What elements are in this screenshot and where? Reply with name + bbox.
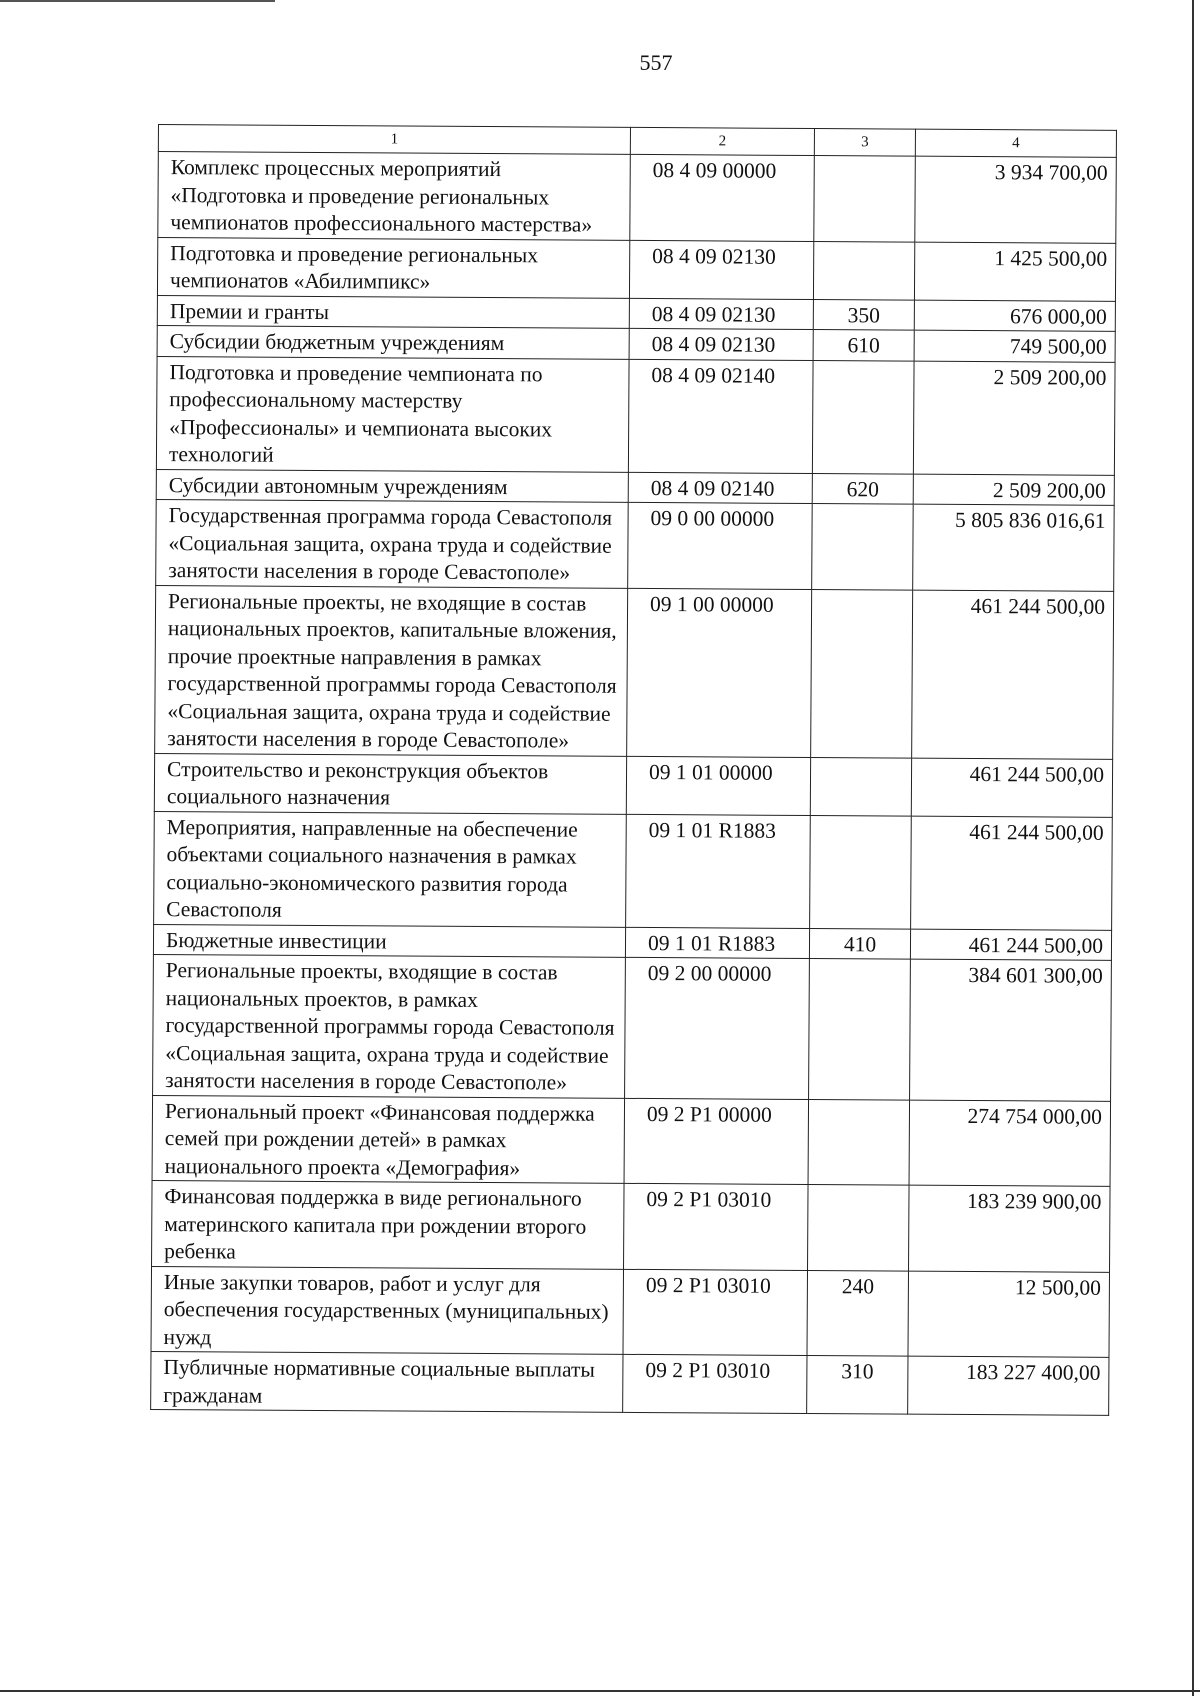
row-amount-cell: 461 244 500,00 (911, 758, 1112, 817)
row-code-cell: 09 1 00 00000 (627, 588, 812, 757)
row-amount-cell: 461 244 500,00 (912, 590, 1114, 759)
row-code-cell: 08 4 09 02140 (628, 359, 813, 473)
table-row (153, 954, 1112, 1100)
table-body (151, 125, 1117, 1416)
row-amount-cell: 274 754 000,00 (909, 1100, 1111, 1187)
row-name-cell: Подготовка и проведение региональных чемпионатов «Абилимпикс» (157, 237, 629, 298)
table-row (152, 1180, 1111, 1271)
table-row (158, 152, 1117, 243)
row-code-cell: 09 2 P1 03010 (624, 1183, 809, 1270)
row-type-cell (808, 1184, 910, 1270)
row-type-cell (810, 757, 911, 816)
row-amount-cell: 1 425 500,00 (914, 242, 1115, 301)
row-amount-cell: 3 934 700,00 (915, 156, 1117, 243)
table-row (151, 1266, 1110, 1357)
row-amount-cell: 183 227 400,00 (908, 1356, 1109, 1415)
row-amount-cell: 461 244 500,00 (911, 816, 1113, 930)
row-code-cell: 08 4 09 02140 (628, 472, 812, 504)
table-row (155, 585, 1114, 759)
row-name-cell: Бюджетные инвестиции (153, 924, 625, 957)
row-code-cell: 09 2 00 00000 (625, 957, 810, 1099)
row-type-cell: 240 (807, 1270, 909, 1356)
row-name-cell: Субсидии бюджетным учреждениям (157, 325, 629, 358)
row-name-cell: Премии и гранты (157, 295, 629, 328)
row-type-cell (809, 958, 911, 1099)
row-amount-cell: 183 239 900,00 (909, 1185, 1111, 1272)
row-type-cell (810, 815, 912, 929)
table-row (152, 1095, 1111, 1186)
row-code-cell: 08 4 09 02130 (629, 298, 813, 330)
row-name-cell: Комплекс процессных мероприятий «Подготовка и проведение региональных чемпионатов профессионального мастерства» (158, 152, 631, 240)
table-row (154, 811, 1113, 930)
row-code-cell: 09 2 P1 03010 (623, 1354, 807, 1413)
row-amount-cell: 5 805 836 016,61 (913, 504, 1115, 591)
row-amount-cell: 2 509 200,00 (913, 361, 1115, 475)
row-name-cell: Иные закупки товаров, работ и услуг для обеспечения государственных (муниципальных) нужд (151, 1266, 624, 1354)
row-code-cell: 09 0 00 00000 (628, 502, 813, 589)
scan-edge-top (0, 0, 275, 2)
row-code-cell: 09 2 P1 00000 (624, 1098, 809, 1185)
row-amount-cell: 461 244 500,00 (910, 929, 1111, 961)
row-type-cell: 350 (813, 299, 914, 330)
row-type-cell (814, 156, 916, 242)
row-code-cell: 09 1 01 R1883 (625, 927, 809, 959)
scan-edge-right (1192, 0, 1194, 1696)
row-type-cell (812, 360, 914, 474)
column-header-3: 3 (814, 129, 915, 157)
row-name-cell: Региональные проекты, не входящие в состав национальных проектов, капитальные вложения, прочие проектные направления в рамках государственной программы города Севастополя «Социальная защита, охрана труда и содействие занятости населения в городе Севастополе» (155, 585, 628, 756)
row-amount-cell: 384 601 300,00 (910, 959, 1112, 1101)
row-type-cell: 610 (813, 330, 914, 361)
row-code-cell: 09 2 P1 03010 (623, 1269, 808, 1356)
row-name-cell: Публичные нормативные социальные выплаты гражданам (151, 1351, 623, 1412)
row-type-cell (812, 504, 914, 590)
row-type-cell: 310 (807, 1355, 908, 1414)
column-header-1: 1 (158, 125, 630, 155)
row-type-cell: 410 (809, 928, 910, 959)
budget-table (150, 124, 1117, 1416)
table-row (151, 1351, 1109, 1415)
row-code-cell: 09 1 01 00000 (626, 756, 810, 815)
row-name-cell: Региональный проект «Финансовая поддержка семей при рождении детей» в рамках национального проекта «Демография» (152, 1095, 625, 1183)
table-row (156, 356, 1115, 475)
row-type-cell: 620 (812, 473, 913, 504)
row-type-cell (811, 589, 913, 758)
row-amount-cell: 676 000,00 (914, 300, 1115, 332)
row-type-cell (808, 1099, 910, 1185)
row-amount-cell: 2 509 200,00 (913, 474, 1114, 506)
row-code-cell: 09 1 01 R1883 (626, 814, 811, 928)
row-name-cell: Субсидии автономным учреждениям (156, 469, 628, 502)
table-row (157, 237, 1115, 301)
row-code-cell: 08 4 09 00000 (630, 154, 815, 241)
row-name-cell: Государственная программа города Севастополя «Социальная защита, охрана труда и содействие занятости населения в городе Севастополе» (156, 499, 629, 587)
row-name-cell: Строительство и реконструкция объектов социального назначения (154, 753, 626, 814)
row-code-cell: 08 4 09 02130 (629, 240, 813, 299)
row-name-cell: Региональные проекты, входящие в состав национальных проектов, в рамках государственной программы города Севастополя «Социальная защита, охрана труда и содействие занятости населения в городе Севастополе» (153, 954, 626, 1097)
row-type-cell (813, 241, 914, 300)
scan-edge-bottom (0, 1690, 1200, 1692)
table-row (154, 753, 1112, 817)
page-number: 557 (639, 50, 673, 75)
row-code-cell: 08 4 09 02130 (629, 328, 813, 360)
row-amount-cell: 749 500,00 (914, 330, 1115, 362)
row-name-cell: Мероприятия, направленные на обеспечение объектами социального назначения в рамках социально-экономического развития города Севастополя (154, 811, 627, 927)
column-header-4: 4 (915, 129, 1116, 157)
column-header-2: 2 (630, 127, 814, 155)
row-name-cell: Подготовка и проведение чемпионата по профессиональному мастерству «Профессионалы» и чемпионата высоких технологий (156, 356, 629, 472)
table-row (156, 499, 1115, 590)
row-name-cell: Финансовая поддержка в виде регионального материнского капитала при рождении второго ребенка (152, 1180, 625, 1268)
row-amount-cell: 12 500,00 (908, 1271, 1110, 1358)
